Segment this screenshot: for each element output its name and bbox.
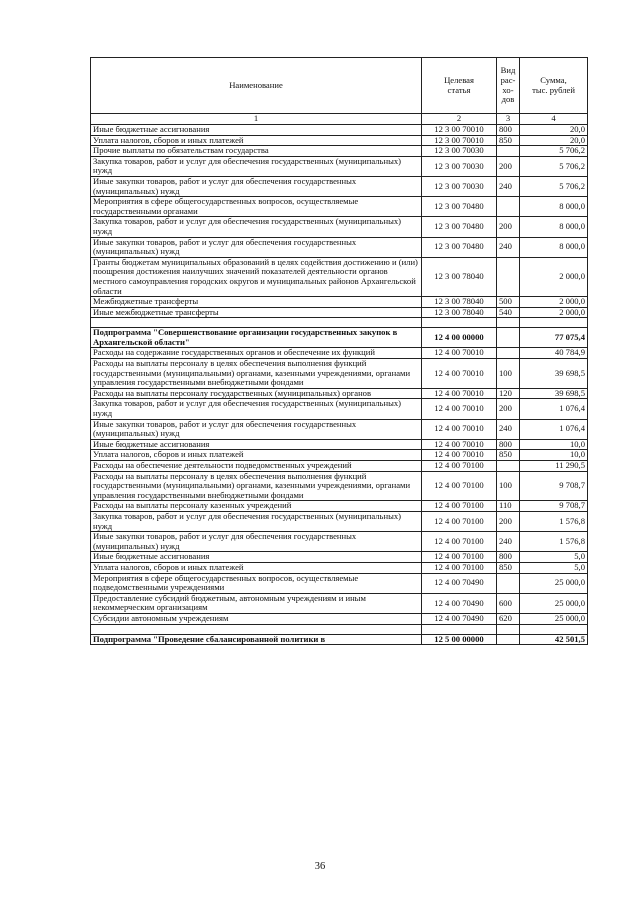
expense-type: 850 [497, 450, 520, 461]
target-code: 12 4 00 70490 [422, 613, 497, 624]
table-row [91, 532, 588, 552]
table-row [91, 348, 588, 359]
target-code: 12 4 00 00000 [422, 328, 497, 348]
table-row [91, 593, 588, 613]
expense-type: 800 [497, 552, 520, 563]
table-row [91, 399, 588, 419]
item-name: Подпрограмма "Проведение сбалансированной политики в [91, 634, 422, 645]
empty-cell [422, 318, 497, 328]
table-body [91, 58, 588, 645]
table-header-row [91, 58, 588, 114]
amount: 5 706,2 [520, 156, 588, 176]
table-row [91, 511, 588, 531]
amount: 20,0 [520, 135, 588, 146]
target-code: 12 3 00 78040 [422, 307, 497, 318]
amount: 9 708,7 [520, 471, 588, 501]
expense-type: 240 [497, 532, 520, 552]
amount: 9 708,7 [520, 501, 588, 512]
amount: 5 706,2 [520, 176, 588, 196]
table-row [91, 257, 588, 296]
item-name: Мероприятия в сфере общегосударственных вопросов, осуществляемые государственными органами [91, 197, 422, 217]
item-name: Уплата налогов, сборов и иных платежей [91, 135, 422, 146]
header-expense-type [497, 58, 520, 114]
empty-cell [497, 318, 520, 328]
amount: 5,0 [520, 562, 588, 573]
table-row [91, 562, 588, 573]
amount: 25 000,0 [520, 613, 588, 624]
expense-type: 200 [497, 217, 520, 237]
item-name: Расходы на выплаты персоналу в целях обеспечения выполнения функций государственными (муниципальными) органами, казенными учреждениями, органами управления государственными внебюджетными фондами [91, 359, 422, 389]
column-number: 1 [91, 114, 422, 125]
item-name: Закупка товаров, работ и услуг для обеспечения государственных (муниципальных) нужд [91, 399, 422, 419]
amount: 10,0 [520, 450, 588, 461]
header-name: Наименование [91, 58, 422, 114]
empty-cell [497, 624, 520, 634]
table-row [91, 471, 588, 501]
table-row [91, 237, 588, 257]
amount: 2 000,0 [520, 257, 588, 296]
target-code: 12 3 00 70010 [422, 135, 497, 146]
expense-type: 850 [497, 135, 520, 146]
item-name: Субсидии автономным учреждениям [91, 613, 422, 624]
expense-type [497, 634, 520, 645]
expense-type: 500 [497, 297, 520, 308]
table-row [91, 501, 588, 512]
amount: 40 784,9 [520, 348, 588, 359]
target-code: 12 4 00 70100 [422, 471, 497, 501]
expense-type: 240 [497, 419, 520, 439]
subprogram-row [91, 328, 588, 348]
target-code: 12 3 00 70480 [422, 237, 497, 257]
expense-type: 100 [497, 471, 520, 501]
item-name: Прочие выплаты по обязательствам государства [91, 146, 422, 157]
item-name: Мероприятия в сфере общегосударственных вопросов, осуществляемые подведомственными учреждениями [91, 573, 422, 593]
table-row [91, 388, 588, 399]
item-name: Предоставление субсидий бюджетным, автономным учреждениям и иным некоммерческим организациям [91, 593, 422, 613]
header-type-line3: хо- [502, 84, 514, 95]
table-row [91, 135, 588, 146]
table-row [91, 419, 588, 439]
item-name: Иные бюджетные ассигнования [91, 439, 422, 450]
target-code: 12 3 00 70010 [422, 125, 497, 136]
expense-type: 200 [497, 511, 520, 531]
target-code: 12 3 00 70030 [422, 176, 497, 196]
column-number: 4 [520, 114, 588, 125]
header-type-line1: Вид [500, 65, 516, 76]
target-code: 12 3 00 70030 [422, 156, 497, 176]
amount: 42 501,5 [520, 634, 588, 645]
column-number: 2 [422, 114, 497, 125]
expense-type: 200 [497, 399, 520, 419]
table-row [91, 613, 588, 624]
item-name: Иные закупки товаров, работ и услуг для обеспечения государственных (муниципальных) нужд [91, 176, 422, 196]
expense-type [497, 328, 520, 348]
item-name: Расходы на выплаты персоналу казенных учреждений [91, 501, 422, 512]
item-name: Расходы на выплаты персоналу государственных (муниципальных) органов [91, 388, 422, 399]
page-number: 36 [314, 861, 326, 872]
item-name: Подпрограмма "Совершенствование организации государственных закупок в Архангельской области" [91, 328, 422, 348]
amount: 39 698,5 [520, 388, 588, 399]
amount: 2 000,0 [520, 307, 588, 318]
target-code: 12 3 00 70480 [422, 217, 497, 237]
expense-type: 120 [497, 388, 520, 399]
amount: 5,0 [520, 552, 588, 563]
expense-type: 800 [497, 125, 520, 136]
header-type-line4: дов [501, 94, 515, 105]
table-row [91, 359, 588, 389]
amount: 2 000,0 [520, 297, 588, 308]
item-name: Иные закупки товаров, работ и услуг для обеспечения государственных (муниципальных) нужд [91, 237, 422, 257]
target-code: 12 3 00 78040 [422, 297, 497, 308]
expense-type [497, 461, 520, 472]
amount: 20,0 [520, 125, 588, 136]
header-sum-line1: Сумма, [540, 74, 567, 85]
target-code: 12 4 00 70100 [422, 511, 497, 531]
target-code: 12 4 00 70100 [422, 461, 497, 472]
spacer-row [91, 318, 588, 328]
item-name: Закупка товаров, работ и услуг для обеспечения государственных (муниципальных) нужд [91, 217, 422, 237]
expense-type: 850 [497, 562, 520, 573]
amount: 8 000,0 [520, 237, 588, 257]
empty-cell [91, 318, 422, 328]
table-row [91, 217, 588, 237]
amount: 25 000,0 [520, 593, 588, 613]
target-code: 12 4 00 70100 [422, 562, 497, 573]
expense-type: 240 [497, 176, 520, 196]
amount: 8 000,0 [520, 217, 588, 237]
amount: 77 075,4 [520, 328, 588, 348]
target-code: 12 3 00 70480 [422, 197, 497, 217]
amount: 1 076,4 [520, 399, 588, 419]
expense-type [497, 146, 520, 157]
target-code: 12 4 00 70490 [422, 593, 497, 613]
target-code: 12 3 00 78040 [422, 257, 497, 296]
header-sum-line2: тыс. рублей [532, 84, 575, 95]
expense-type [497, 348, 520, 359]
column-number: 3 [497, 114, 520, 125]
item-name: Межбюджетные трансферты [91, 297, 422, 308]
subprogram-row [91, 634, 588, 645]
item-name: Расходы на содержание государственных органов и обеспечение их функций [91, 348, 422, 359]
item-name: Иные бюджетные ассигнования [91, 125, 422, 136]
amount: 10,0 [520, 439, 588, 450]
item-name: Расходы на обеспечение деятельности подведомственных учреждений [91, 461, 422, 472]
expense-type: 110 [497, 501, 520, 512]
expense-type [497, 257, 520, 296]
expense-type [497, 197, 520, 217]
table-row [91, 439, 588, 450]
target-code: 12 4 00 70100 [422, 552, 497, 563]
table-row [91, 461, 588, 472]
amount: 25 000,0 [520, 573, 588, 593]
amount: 1 076,4 [520, 419, 588, 439]
header-target-text: Целевая статья [444, 74, 474, 95]
table-row [91, 450, 588, 461]
target-code: 12 4 00 70100 [422, 532, 497, 552]
empty-cell [520, 318, 588, 328]
target-code: 12 4 00 70010 [422, 419, 497, 439]
target-code: 12 4 00 70010 [422, 388, 497, 399]
target-code: 12 4 00 70100 [422, 501, 497, 512]
spacer-row [91, 624, 588, 634]
budget-table [90, 57, 588, 645]
item-name: Иные бюджетные ассигнования [91, 552, 422, 563]
amount: 1 576,8 [520, 511, 588, 531]
header-target [422, 58, 497, 114]
expense-type: 620 [497, 613, 520, 624]
item-name: Уплата налогов, сборов и иных платежей [91, 562, 422, 573]
expense-type: 240 [497, 237, 520, 257]
empty-cell [422, 624, 497, 634]
item-name: Гранты бюджетам муниципальных образований в целях содействия достижению и (или) поощрения достижения наилучших значений показателей деятельности органов местного самоуправления городских округов и муниципальных районов Архангельской области [91, 257, 422, 296]
table-row [91, 146, 588, 157]
item-name: Закупка товаров, работ и услуг для обеспечения государственных (муниципальных) нужд [91, 511, 422, 531]
item-name: Расходы на выплаты персоналу в целях обеспечения выполнения функций государственными (муниципальными) органами, казенными учреждениями, органами управления государственными внебюджетными фондами [91, 471, 422, 501]
table-row [91, 197, 588, 217]
table-row [91, 307, 588, 318]
target-code: 12 3 00 70030 [422, 146, 497, 157]
target-code: 12 4 00 70010 [422, 399, 497, 419]
item-name: Закупка товаров, работ и услуг для обеспечения государственных (муниципальных) нужд [91, 156, 422, 176]
header-type-line2: рас- [500, 74, 516, 85]
expense-type: 540 [497, 307, 520, 318]
expense-type: 600 [497, 593, 520, 613]
amount: 8 000,0 [520, 197, 588, 217]
expense-type [497, 573, 520, 593]
expense-type: 200 [497, 156, 520, 176]
target-code: 12 4 00 70010 [422, 439, 497, 450]
target-code: 12 4 00 70010 [422, 450, 497, 461]
amount: 5 706,2 [520, 146, 588, 157]
table-row [91, 176, 588, 196]
column-number-row [91, 114, 588, 125]
expense-type: 800 [497, 439, 520, 450]
empty-cell [91, 624, 422, 634]
amount: 11 290,5 [520, 461, 588, 472]
table-row [91, 125, 588, 136]
target-code: 12 4 00 70490 [422, 573, 497, 593]
expense-type: 100 [497, 359, 520, 389]
item-name: Уплата налогов, сборов и иных платежей [91, 450, 422, 461]
target-code: 12 5 00 00000 [422, 634, 497, 645]
table-row [91, 573, 588, 593]
target-code: 12 4 00 70010 [422, 359, 497, 389]
amount: 1 576,8 [520, 532, 588, 552]
table-row [91, 156, 588, 176]
table-row [91, 552, 588, 563]
header-sum [520, 58, 588, 114]
amount: 39 698,5 [520, 359, 588, 389]
target-code: 12 4 00 70010 [422, 348, 497, 359]
empty-cell [520, 624, 588, 634]
item-name: Иные закупки товаров, работ и услуг для обеспечения государственных (муниципальных) нужд [91, 532, 422, 552]
item-name: Иные закупки товаров, работ и услуг для обеспечения государственных (муниципальных) нужд [91, 419, 422, 439]
table-row [91, 297, 588, 308]
item-name: Иные межбюджетные трансферты [91, 307, 422, 318]
